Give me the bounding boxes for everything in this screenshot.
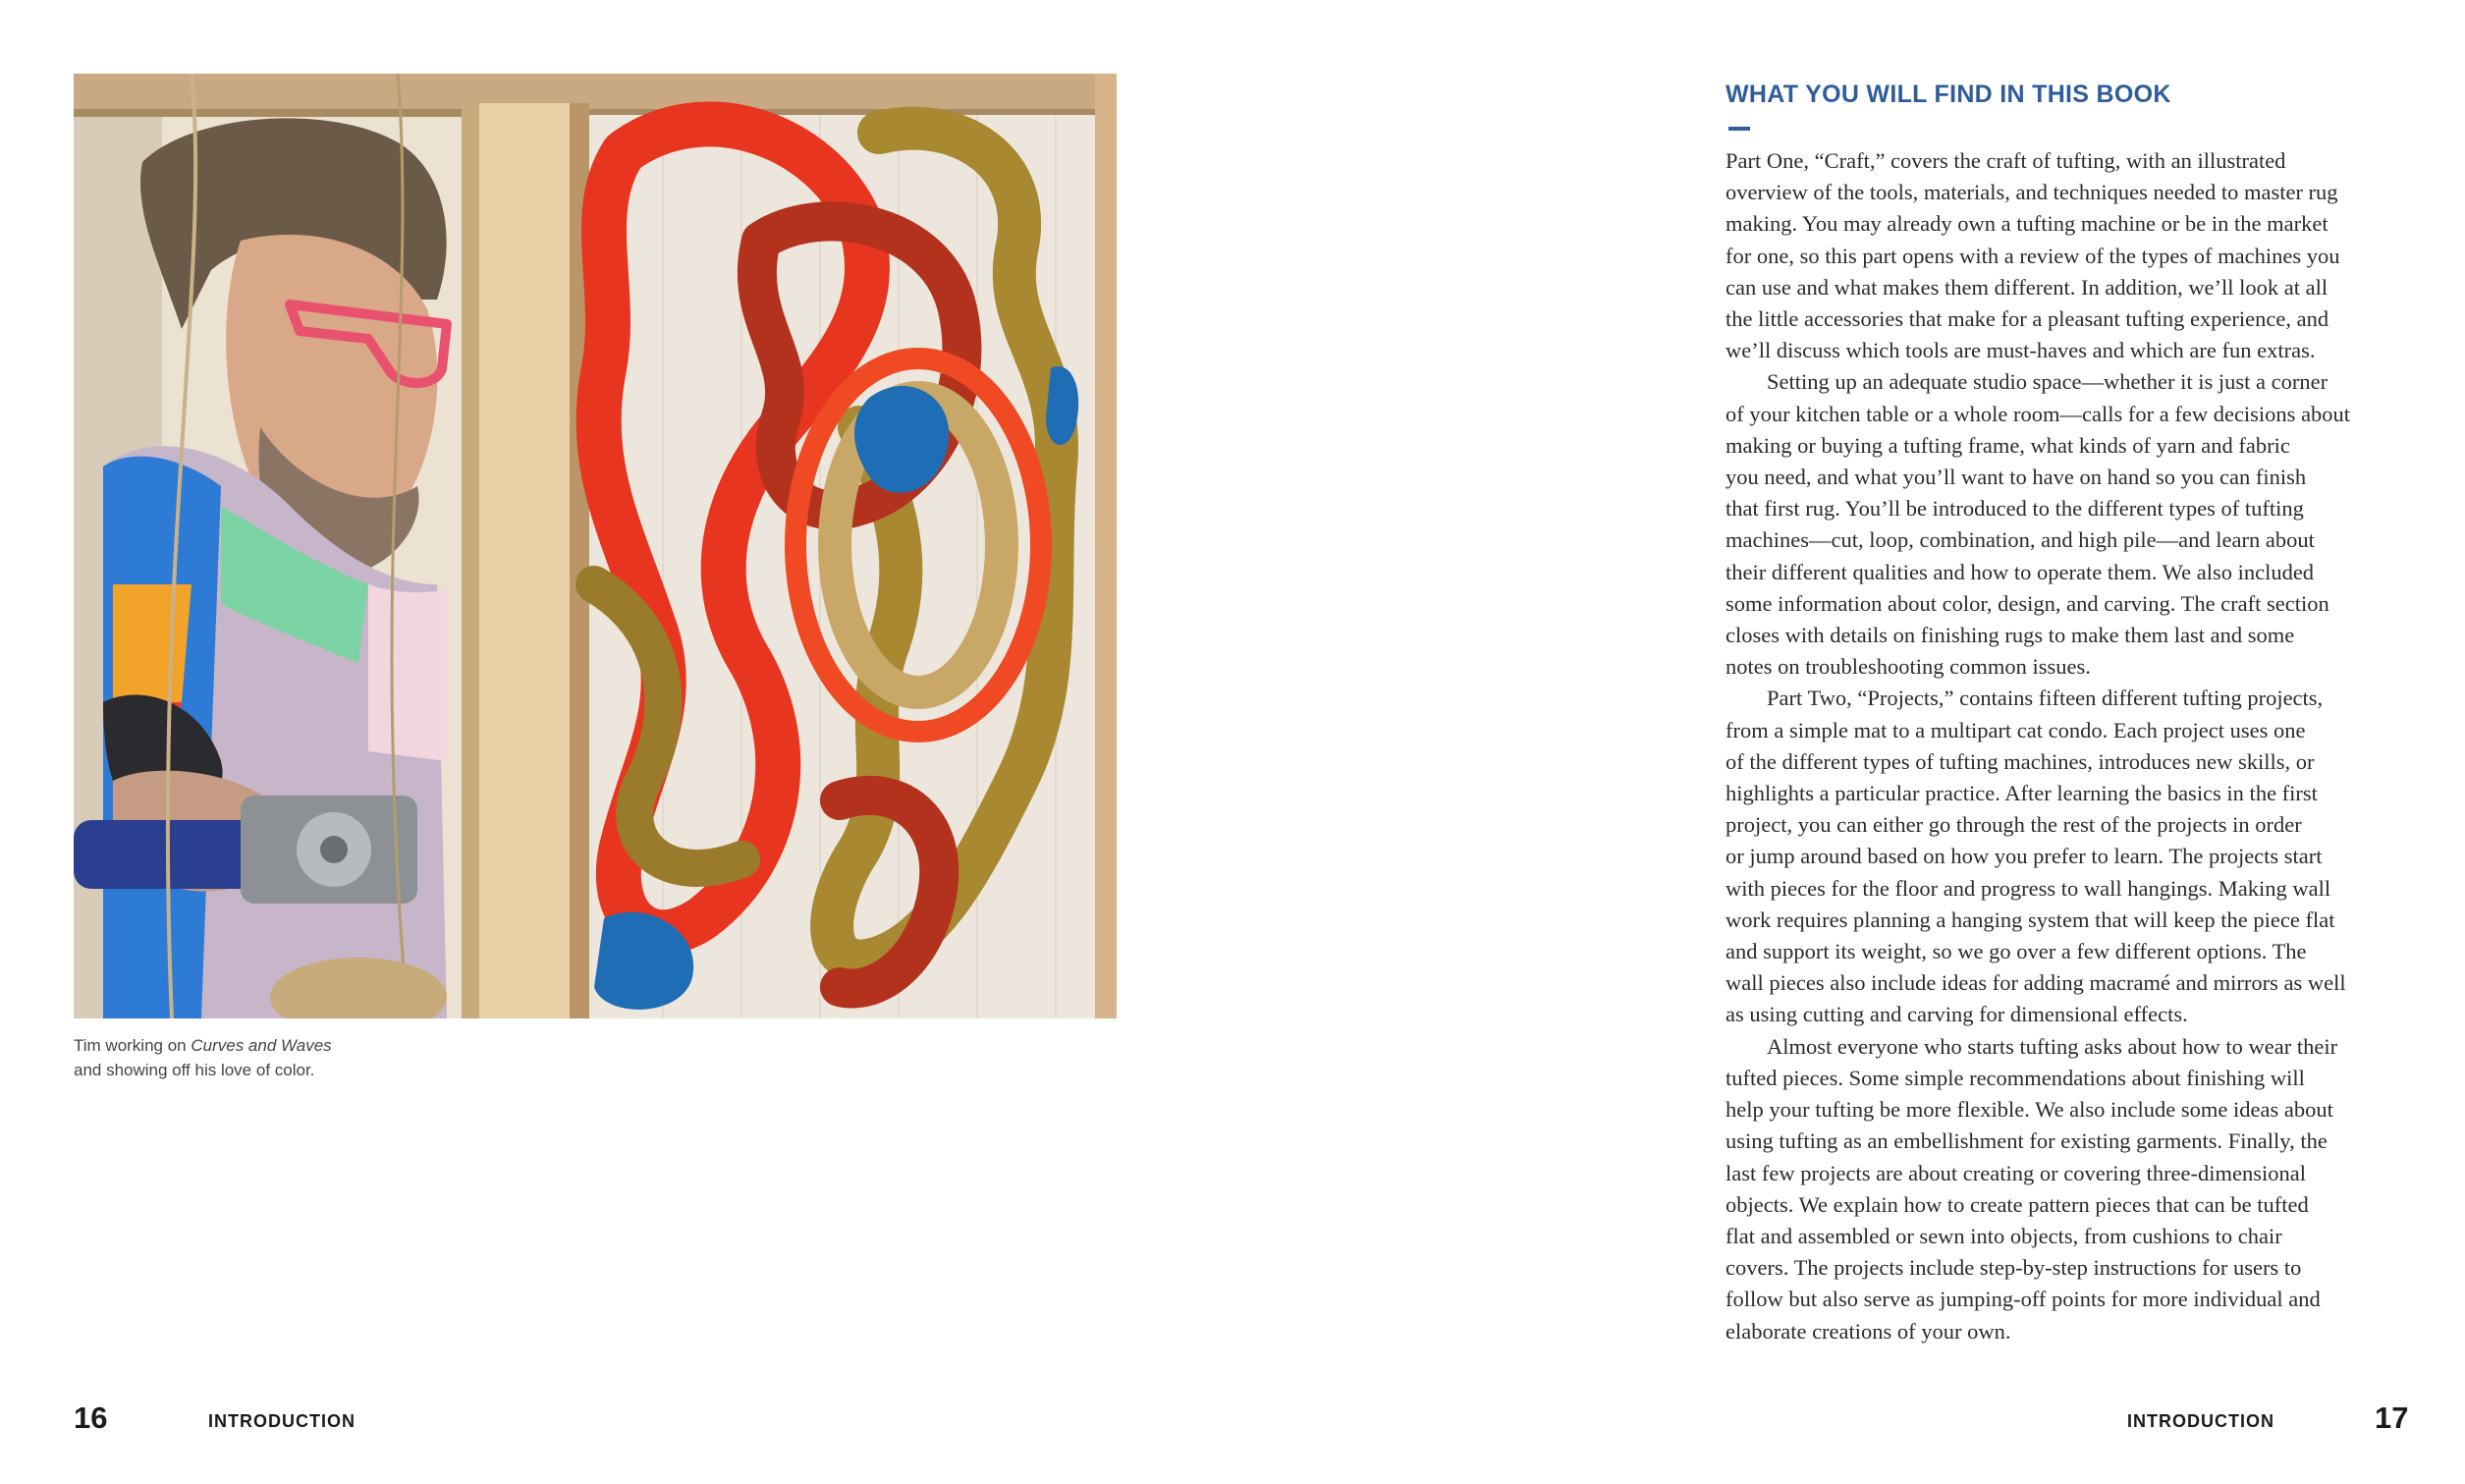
text-line: as using cutting and carving for dimensional effects. (1726, 1002, 2188, 1027)
text-line: can use and what makes them different. In addition, we’ll look at all (1726, 274, 2328, 300)
caption-line-2: and showing off his love of color. (74, 1061, 315, 1079)
text-line: follow but also serve as jumping-off points for more individual and (1726, 1287, 2321, 1312)
text-line: machines—cut, loop, combination, and high pile—and learn about (1726, 527, 2315, 553)
text-line: flat and assembled or sewn into objects, from cushions to chair (1726, 1223, 2282, 1248)
text-line: some information about color, design, and carving. The craft section (1726, 590, 2329, 616)
text-line: from a simple mat to a multipart cat condo. Each project uses one (1726, 717, 2306, 742)
text-line: highlights a particular practice. After learning the basics in the first (1726, 781, 2318, 806)
text-line: notes on troubleshooting common issues. (1726, 654, 2091, 680)
text-line: the little accessories that make for a pleasant tufting experience, and (1726, 306, 2329, 332)
text-line: of the different types of tufting machines, introduces new skills, or (1726, 748, 2315, 774)
heading-rule (1728, 127, 1750, 131)
text-line: overview of the tools, materials, and techniques needed to master rug (1726, 180, 2338, 205)
text-line: you need, and what you’ll want to have on hand so you can finish (1726, 465, 2307, 490)
text-line: covers. The projects include step-by-step instructions for users to (1726, 1255, 2302, 1281)
right-running-head: INTRODUCTION (2127, 1411, 2274, 1431)
text-line: wall pieces also include ideas for adding macramé and mirrors as well (1726, 970, 2346, 996)
text-line: we’ll discuss which tools are must-haves and which are fun extras. (1726, 338, 2316, 363)
text-line: elaborate creations of your own. (1726, 1318, 2011, 1344)
body-text (1726, 145, 2413, 1347)
text-line: last few projects are about creating or covering three-dimensional (1726, 1160, 2307, 1185)
text-line: Part Two, “Projects,” contains fifteen different tufting projects, (1767, 686, 2324, 711)
text-line: making or buying a tufting frame, what kinds of yarn and fabric (1726, 432, 2290, 458)
text-line: or jump around based on how you prefer to learn. The projects start (1726, 844, 2323, 869)
left-running-head: INTRODUCTION (208, 1411, 356, 1431)
text-line: their different qualities and how to operate them. We also included (1726, 559, 2315, 584)
photo-caption (74, 1033, 761, 1082)
left-page-number: 16 (74, 1401, 108, 1435)
text-line: with pieces for the floor and progress to wall hangings. Making wall (1726, 875, 2331, 901)
text-line: tufted pieces. Some simple recommendations about finishing will (1726, 1065, 2305, 1090)
text-line: making. You may already own a tufting machine or be in the market (1726, 211, 2328, 237)
caption-line-1: Tim working on Curves and Waves (74, 1036, 332, 1055)
text-line: of your kitchen table or a whole room—calls for a few decisions about (1726, 401, 2351, 426)
text-line: using tufting as an embellishment for existing garments. Finally, the (1726, 1128, 2328, 1154)
text-line: closes with details on finishing rugs to make them last and some (1726, 623, 2295, 648)
tufting-photo (74, 74, 1117, 1018)
caption-artwork-title: Curves and Waves (191, 1036, 332, 1055)
text-line: that first rug. You’ll be introduced to the different types of tufting (1726, 496, 2304, 522)
text-line: project, you can either go through the rest of the projects in order (1726, 812, 2302, 838)
text-line: objects. We explain how to create pattern pieces that can be tufted (1726, 1191, 2309, 1217)
text-line: and support its weight, so we go over a few different options. The (1726, 939, 2307, 964)
text-line: work requires planning a hanging system that will keep the piece flat (1726, 907, 2335, 932)
right-page-number: 17 (2375, 1401, 2409, 1435)
text-line: Almost everyone who starts tufting asks about how to wear their (1767, 1033, 2338, 1059)
text-line: Part One, “Craft,” covers the craft of tufting, with an illustrated (1726, 148, 2286, 173)
text-line: for one, so this part opens with a review of the types of machines you (1726, 243, 2340, 268)
text-line: help your tufting be more flexible. We also include some ideas about (1726, 1097, 2333, 1123)
section-heading: WHAT YOU WILL FIND IN THIS BOOK (1726, 81, 2171, 108)
text-line: Setting up an adequate studio space—whether it is just a corner (1767, 369, 2328, 395)
